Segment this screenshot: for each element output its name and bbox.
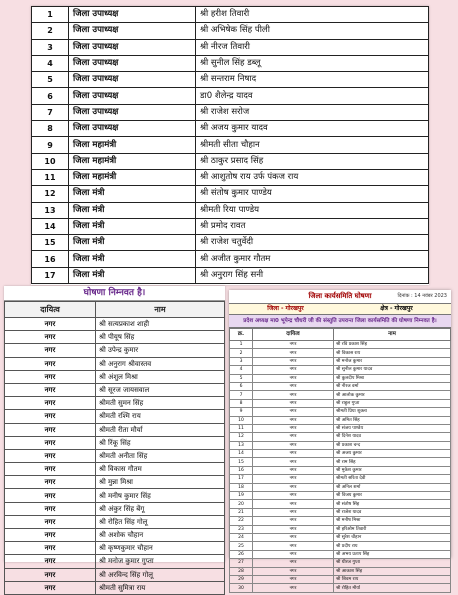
serial-number-cell: 23 <box>230 525 253 533</box>
name-cell: श्री अभय प्रताप सिंह <box>334 550 451 558</box>
designation-cell: जिला उपाध्यक्ष <box>69 121 196 137</box>
designation-cell: जिला महामंत्री <box>69 137 196 153</box>
serial-number-cell: 15 <box>230 458 253 466</box>
serial-number-cell: 3 <box>32 39 69 55</box>
designation-cell: नगर <box>253 500 334 508</box>
name-cell: श्री अजय कुमार यादव <box>196 121 429 137</box>
serial-number-cell: 25 <box>230 542 253 550</box>
table-row <box>5 397 225 410</box>
roster-page <box>31 6 429 285</box>
designation-cell: नगर <box>253 424 334 432</box>
designation-cell: नगर <box>253 533 334 541</box>
name-cell: श्री ठाकुर प्रसाद सिंह <box>196 153 429 169</box>
name-cell: श्री कुलदीप मिश्रा <box>334 374 451 382</box>
serial-number-cell: 13 <box>32 202 69 218</box>
designation-cell: नगर <box>253 466 334 474</box>
table-row <box>32 169 429 185</box>
table-row <box>5 344 225 357</box>
name-cell: श्री नीरज तिवारी <box>196 39 429 55</box>
table-row <box>5 476 225 489</box>
table-row <box>230 391 451 399</box>
designation-cell: नगर <box>253 374 334 382</box>
committee-subheader <box>229 304 451 315</box>
table-row <box>230 374 451 382</box>
name-cell: श्री विजय कुमार <box>334 492 451 500</box>
name-cell: श्रीमती अनीता सिंह <box>96 449 225 462</box>
serial-number-cell: 12 <box>230 433 253 441</box>
committee-table <box>229 328 451 593</box>
designation-cell: नगर <box>5 515 96 528</box>
serial-number-cell: 12 <box>32 186 69 202</box>
designation-cell: नगर <box>253 567 334 575</box>
name-cell: श्री रिंकू सिंह <box>96 436 225 449</box>
committee-body <box>230 341 451 593</box>
name-cell: श्री सुनील कुमार यादव <box>334 366 451 374</box>
name-cell: श्री कृष्णकुमार चौहान <box>96 542 225 555</box>
designation-cell: नगर <box>253 517 334 525</box>
table-row <box>230 341 451 349</box>
table-row <box>5 436 225 449</box>
table-row <box>32 153 429 169</box>
name-cell: श्री प्रमोद रावत <box>196 218 429 234</box>
name-cell: श्री प्रदीप राय <box>334 542 451 550</box>
table-row <box>230 433 451 441</box>
designation-cell: नगर <box>253 416 334 424</box>
designation-cell: नगर <box>5 489 96 502</box>
name-cell: श्री सन्तराम निषाद <box>196 72 429 88</box>
serial-number-cell: 8 <box>230 399 253 407</box>
table-row <box>5 357 225 370</box>
serial-number-cell: 15 <box>32 235 69 251</box>
table-row <box>5 423 225 436</box>
name-cell: श्री धीरज गुप्ता <box>334 559 451 567</box>
designation-cell: नगर <box>5 383 96 396</box>
serial-number-cell: 10 <box>32 153 69 169</box>
name-cell: श्री अशोक चौहान <box>96 529 225 542</box>
table-row <box>230 408 451 416</box>
serial-number-cell: 19 <box>230 492 253 500</box>
designation-cell: जिला मंत्री <box>69 202 196 218</box>
designation-cell: नगर <box>253 341 334 349</box>
table-row <box>230 458 451 466</box>
name-cell: श्री अनुराग श्रीवास्तव <box>96 357 225 370</box>
committee-page <box>229 290 451 591</box>
designation-cell: नगर <box>253 550 334 558</box>
designation-cell: नगर <box>5 463 96 476</box>
serial-number-cell: 16 <box>230 466 253 474</box>
table-row <box>5 318 225 331</box>
table-row <box>230 575 451 583</box>
designation-cell: नगर <box>5 449 96 462</box>
serial-number-cell: 29 <box>230 575 253 583</box>
serial-number-cell: 4 <box>230 366 253 374</box>
table-row <box>230 542 451 550</box>
designation-cell: नगर <box>5 568 96 581</box>
name-header: नाम <box>96 302 225 318</box>
table-row <box>230 508 451 516</box>
table-row <box>5 529 225 542</box>
table-row <box>32 251 429 267</box>
name-cell: श्री संतोष सिंह <box>334 500 451 508</box>
table-row <box>32 218 429 234</box>
name-cell: श्री मनीष मिश्रा <box>334 517 451 525</box>
name-cell: श्री विकास राय <box>334 349 451 357</box>
serial-number-cell: 24 <box>230 533 253 541</box>
designation-cell: नगर <box>5 357 96 370</box>
name-cell: श्री मुन्ना मिश्रा <box>96 476 225 489</box>
name-cell: श्री शिवम राय <box>334 575 451 583</box>
member-list-body <box>5 318 225 595</box>
name-cell: श्री राहुल गुप्ता <box>334 399 451 407</box>
serial-number-cell: 8 <box>32 121 69 137</box>
member-list-page <box>4 286 225 592</box>
designation-cell: नगर <box>5 581 96 594</box>
designation-cell: नगर <box>253 575 334 583</box>
table-row <box>230 483 451 491</box>
name-cell: श्री मनोज कुमार <box>334 357 451 365</box>
table-row <box>5 489 225 502</box>
serial-number-cell: 4 <box>32 55 69 71</box>
table-row <box>230 399 451 407</box>
serial-number-cell: 22 <box>230 517 253 525</box>
designation-cell: नगर <box>5 370 96 383</box>
table-row <box>230 466 451 474</box>
name-cell: श्री आशुतोष राय उर्फ पंकज राय <box>196 169 429 185</box>
name-cell: श्री मनोज कुमार गुप्ता <box>96 555 225 568</box>
table-row <box>5 370 225 383</box>
name-cell: श्री पीयूष सिंह <box>96 331 225 344</box>
committee-title: जिला कार्यसमिति घोषणा <box>308 292 372 300</box>
name-cell: श्री राजेश चतुर्वेदी <box>196 235 429 251</box>
name-cell: श्री राम सिंह <box>334 458 451 466</box>
name-header: नाम <box>334 329 451 341</box>
member-list-title: घोषणा निम्नवत है। <box>4 286 225 301</box>
designation-cell: नगर <box>253 391 334 399</box>
designation-cell: जिला मंत्री <box>69 267 196 283</box>
name-cell: श्री प्रकाश चन्द <box>334 441 451 449</box>
designation-cell: नगर <box>253 508 334 516</box>
table-row <box>230 567 451 575</box>
name-cell: श्री हरीश तिवारी <box>196 7 429 23</box>
designation-header: दायित्व <box>5 302 96 318</box>
serial-number-cell: 21 <box>230 508 253 516</box>
designation-cell: जिला उपाध्यक्ष <box>69 23 196 39</box>
name-cell: श्री अरविन्द सिंह गोलू <box>96 568 225 581</box>
designation-cell: जिला मंत्री <box>69 218 196 234</box>
table-row <box>230 349 451 357</box>
designation-cell: नगर <box>253 399 334 407</box>
designation-cell: नगर <box>5 542 96 555</box>
name-cell: श्रीमती सीता चौहान <box>196 137 429 153</box>
table-row <box>32 55 429 71</box>
table-row <box>230 416 451 424</box>
serial-number-cell: 9 <box>230 408 253 416</box>
member-list-header-row <box>5 302 225 318</box>
name-cell: श्री अमित सिंह <box>334 416 451 424</box>
name-cell: श्रीमती प्रिया शुक्ला <box>334 408 451 416</box>
designation-cell: नगर <box>253 450 334 458</box>
serial-number-cell: 28 <box>230 567 253 575</box>
table-row <box>230 500 451 508</box>
serial-number-cell: 13 <box>230 441 253 449</box>
name-cell: श्री उपेन्द्र कुमार <box>96 344 225 357</box>
name-cell: श्रीमती रिया पाण्डेय <box>196 202 429 218</box>
designation-cell: जिला मंत्री <box>69 186 196 202</box>
designation-cell: जिला उपाध्यक्ष <box>69 88 196 104</box>
table-row <box>5 410 225 423</box>
name-cell: श्री अनिल शर्मा <box>334 483 451 491</box>
table-row <box>230 424 451 432</box>
name-cell: श्री राजेश यादव <box>334 508 451 516</box>
name-cell: श्री आलोक कुमार <box>334 391 451 399</box>
designation-cell: नगर <box>5 476 96 489</box>
table-row <box>230 366 451 374</box>
table-row <box>5 463 225 476</box>
table-row <box>230 357 451 365</box>
name-cell: श्री अंकुर सिंह बेंगू <box>96 502 225 515</box>
name-cell: श्री अंशुल मिश्रा <box>96 370 225 383</box>
name-cell: श्री रवि प्रकाश सिंह <box>334 341 451 349</box>
designation-cell: नगर <box>253 483 334 491</box>
designation-cell: नगर <box>253 525 334 533</box>
designation-cell: नगर <box>5 318 96 331</box>
table-row <box>230 492 451 500</box>
serial-number-cell: 14 <box>230 450 253 458</box>
table-row <box>32 23 429 39</box>
name-cell: श्रीमती सुमित्रा राय <box>96 581 225 594</box>
table-row <box>32 267 429 283</box>
roster-body <box>32 7 429 284</box>
serial-number-cell: 18 <box>230 483 253 491</box>
name-cell: श्रीमती रीता मौर्या <box>96 423 225 436</box>
name-cell: श्री रोहित मौर्या <box>334 584 451 592</box>
serial-number-cell: 10 <box>230 416 253 424</box>
table-row <box>5 383 225 396</box>
name-cell: श्री सुनील सिंह डब्लू <box>196 55 429 71</box>
name-cell: डा0 शैलेन्द्र यादव <box>196 88 429 104</box>
serial-number-cell: 11 <box>230 424 253 432</box>
table-row <box>230 550 451 558</box>
name-cell: श्री सत्यप्रकाश शाही <box>96 318 225 331</box>
designation-cell: जिला महामंत्री <box>69 169 196 185</box>
designation-cell: नगर <box>253 492 334 500</box>
serial-number-cell: 26 <box>230 550 253 558</box>
designation-cell: नगर <box>253 408 334 416</box>
designation-cell: नगर <box>5 410 96 423</box>
serial-number-cell: 14 <box>32 218 69 234</box>
table-row <box>32 186 429 202</box>
committee-unit: जिला - गोरखपुर <box>267 305 304 312</box>
committee-header <box>229 290 451 304</box>
designation-cell: नगर <box>5 331 96 344</box>
name-cell: श्रीमती सरिता देवी <box>334 475 451 483</box>
serial-number-cell: 7 <box>32 104 69 120</box>
designation-cell: जिला उपाध्यक्ष <box>69 7 196 23</box>
designation-cell: जिला उपाध्यक्ष <box>69 39 196 55</box>
designation-cell: नगर <box>5 397 96 410</box>
designation-cell: नगर <box>253 559 334 567</box>
table-row <box>32 39 429 55</box>
name-cell: श्री रोहित सिंह गोलू <box>96 515 225 528</box>
designation-cell: जिला उपाध्यक्ष <box>69 104 196 120</box>
serial-number-cell: 17 <box>230 475 253 483</box>
name-cell: श्रीमती सुमन सिंह <box>96 397 225 410</box>
committee-date: दिनांक : 14 नवंबर 2023 <box>397 293 447 299</box>
name-cell: श्री अभिषेक सिंह पीली <box>196 23 429 39</box>
designation-cell: नगर <box>253 458 334 466</box>
serial-number-cell: 3 <box>230 357 253 365</box>
table-row <box>32 72 429 88</box>
name-cell: श्री अजय कुमार <box>334 450 451 458</box>
table-row <box>230 475 451 483</box>
serial-number-cell: 5 <box>230 374 253 382</box>
serial-number-cell: 16 <box>32 251 69 267</box>
name-cell: श्री हरिओम तिवारी <box>334 525 451 533</box>
table-row <box>32 7 429 23</box>
table-row <box>32 137 429 153</box>
designation-cell: नगर <box>5 555 96 568</box>
table-row <box>5 542 225 555</box>
serial-number-cell: 5 <box>32 72 69 88</box>
designation-cell: जिला महामंत्री <box>69 153 196 169</box>
name-cell: श्री संजय पाण्डेय <box>334 424 451 432</box>
table-row <box>5 568 225 581</box>
member-list-table <box>4 301 225 595</box>
designation-cell: नगर <box>253 433 334 441</box>
name-cell: श्री राजेश सरोज <box>196 104 429 120</box>
serial-number-cell: 6 <box>230 382 253 390</box>
serial-number-cell: 30 <box>230 584 253 592</box>
committee-region: क्षेत्र - गोरखपुर <box>380 305 413 312</box>
serial-number-cell: 2 <box>32 23 69 39</box>
table-row <box>230 584 451 592</box>
designation-cell: नगर <box>253 584 334 592</box>
designation-cell: जिला उपाध्यक्ष <box>69 72 196 88</box>
table-row <box>230 533 451 541</box>
name-cell: श्री सुरेश चौहान <box>334 533 451 541</box>
designation-cell: नगर <box>253 542 334 550</box>
committee-header-row <box>230 329 451 341</box>
designation-cell: नगर <box>253 366 334 374</box>
table-row <box>5 581 225 594</box>
name-cell: श्री विकास गौतम <box>96 463 225 476</box>
serial-number-cell: 11 <box>32 169 69 185</box>
designation-cell: नगर <box>5 423 96 436</box>
name-cell: श्री अजीत कुमार गौतम <box>196 251 429 267</box>
name-cell: श्री नीरज वर्मा <box>334 382 451 390</box>
table-row <box>230 441 451 449</box>
table-row <box>32 104 429 120</box>
designation-header: दायित्व <box>253 329 334 341</box>
roster-table <box>31 6 429 284</box>
designation-cell: नगर <box>5 502 96 515</box>
designation-cell: नगर <box>5 436 96 449</box>
name-cell: श्री सूरज जायसवाल <box>96 383 225 396</box>
table-row <box>5 331 225 344</box>
serial-number-cell: 9 <box>32 137 69 153</box>
table-row <box>230 450 451 458</box>
serial-number-cell: 1 <box>32 7 69 23</box>
table-row <box>5 449 225 462</box>
serial-number-cell: 1 <box>230 341 253 349</box>
serial-number-cell: 20 <box>230 500 253 508</box>
table-row <box>32 202 429 218</box>
name-cell: श्री आकाश सिंह <box>334 567 451 575</box>
table-row <box>5 502 225 515</box>
designation-cell: नगर <box>253 349 334 357</box>
table-row <box>230 382 451 390</box>
designation-cell: नगर <box>253 357 334 365</box>
name-cell: श्री मुकेश कुमार <box>334 466 451 474</box>
committee-banner: प्रदेश अध्यक्ष मा0 भूपेन्द्र चौधरी जी की संस्तुति उपरान्त जिला कार्यसमिति की घोषणा निम्नवत है। <box>229 315 451 328</box>
designation-cell: जिला उपाध्यक्ष <box>69 55 196 71</box>
serial-number-cell: 7 <box>230 391 253 399</box>
table-row <box>230 559 451 567</box>
designation-cell: जिला मंत्री <box>69 251 196 267</box>
name-cell: श्री अनुराग सिंह सनी <box>196 267 429 283</box>
table-row <box>230 525 451 533</box>
designation-cell: नगर <box>253 382 334 390</box>
serial-number-cell: 2 <box>230 349 253 357</box>
serial-number-cell: 27 <box>230 559 253 567</box>
serial-number-cell: 17 <box>32 267 69 283</box>
table-row <box>5 515 225 528</box>
name-cell: श्री संतोष कुमार पाण्डेय <box>196 186 429 202</box>
table-row <box>5 555 225 568</box>
designation-cell: जिला मंत्री <box>69 235 196 251</box>
name-cell: श्री दिनेश यादव <box>334 433 451 441</box>
name-cell: श्री मनीष कुमार सिंह <box>96 489 225 502</box>
table-row <box>230 517 451 525</box>
designation-cell: नगर <box>5 529 96 542</box>
designation-cell: नगर <box>5 344 96 357</box>
table-row <box>32 235 429 251</box>
table-row <box>32 88 429 104</box>
designation-cell: नगर <box>253 475 334 483</box>
designation-cell: नगर <box>253 441 334 449</box>
table-row <box>32 121 429 137</box>
sn-header: क्र. <box>230 329 253 341</box>
name-cell: श्रीमती रश्मि राय <box>96 410 225 423</box>
serial-number-cell: 6 <box>32 88 69 104</box>
